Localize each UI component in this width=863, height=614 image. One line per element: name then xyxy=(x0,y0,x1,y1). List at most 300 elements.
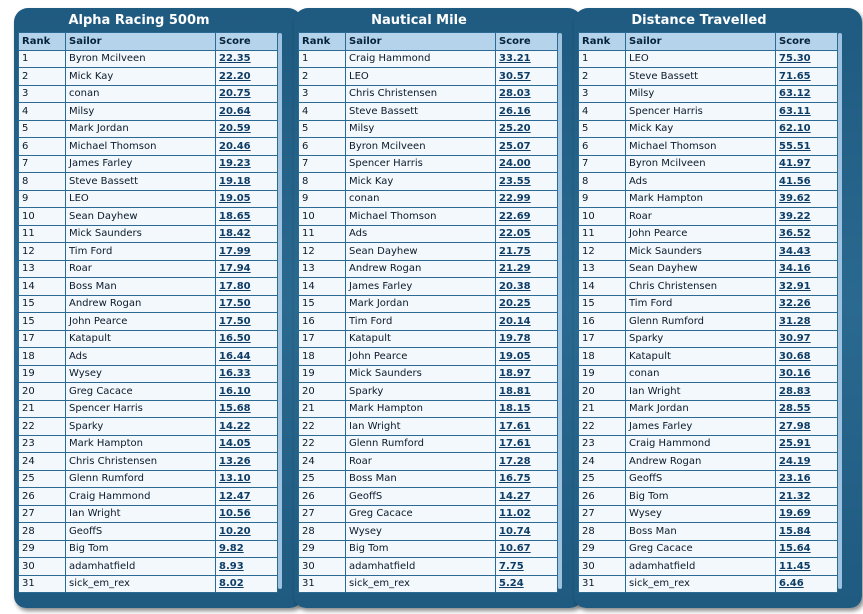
table-row xyxy=(579,418,838,436)
sailor-column-header: Sailor xyxy=(66,33,216,51)
score-link[interactable]: 19.69 xyxy=(776,505,838,523)
sailor-cell: Mick Saunders xyxy=(66,225,216,243)
score-column-header: Score xyxy=(216,33,278,51)
table-row xyxy=(299,120,558,138)
sailor-cell: Wysey xyxy=(626,505,776,523)
rank-cell: 6 xyxy=(579,138,626,156)
score-link[interactable]: 15.84 xyxy=(776,523,838,541)
score-link[interactable]: 5.24 xyxy=(496,575,558,593)
table-row xyxy=(579,575,838,593)
score-column-header: Score xyxy=(496,33,558,51)
rank-cell: 6 xyxy=(19,138,66,156)
rank-cell: 1 xyxy=(299,50,346,68)
score-link[interactable]: 9.82 xyxy=(216,540,278,558)
table-row xyxy=(19,523,278,541)
score-link[interactable]: 62.10 xyxy=(776,120,838,138)
sailor-cell: Boss Man xyxy=(66,278,216,296)
table-row xyxy=(299,313,558,331)
score-link[interactable]: 32.26 xyxy=(776,295,838,313)
sailor-cell: Tim Ford xyxy=(346,313,496,331)
rank-cell: 2 xyxy=(299,68,346,86)
score-link[interactable]: 14.05 xyxy=(216,435,278,453)
rank-cell: 4 xyxy=(579,103,626,121)
sailor-cell: conan xyxy=(626,365,776,383)
score-link[interactable]: 23.16 xyxy=(776,470,838,488)
sailor-cell: Michael Thomson xyxy=(346,208,496,226)
table-row xyxy=(579,225,838,243)
score-link[interactable]: 16.44 xyxy=(216,348,278,366)
table-row xyxy=(19,155,278,173)
score-link[interactable]: 14.22 xyxy=(216,418,278,436)
score-link[interactable]: 18.81 xyxy=(496,383,558,401)
leaderboard-table xyxy=(578,32,838,593)
sailor-cell: Greg Cacace xyxy=(626,540,776,558)
score-link[interactable]: 31.28 xyxy=(776,313,838,331)
score-link[interactable]: 20.38 xyxy=(496,278,558,296)
table-row xyxy=(299,540,558,558)
sailor-cell: James Farley xyxy=(626,418,776,436)
rank-cell: 9 xyxy=(579,190,626,208)
table-row xyxy=(19,365,278,383)
score-link[interactable]: 10.74 xyxy=(496,523,558,541)
sailor-cell: LEO xyxy=(626,50,776,68)
rank-cell: 26 xyxy=(579,488,626,506)
sailor-cell: Tim Ford xyxy=(626,295,776,313)
rank-cell: 27 xyxy=(19,505,66,523)
table-row xyxy=(579,295,838,313)
table-row xyxy=(299,348,558,366)
score-link[interactable]: 30.16 xyxy=(776,365,838,383)
table-row xyxy=(299,295,558,313)
score-link[interactable]: 16.75 xyxy=(496,470,558,488)
rank-cell: 3 xyxy=(19,85,66,103)
table-row xyxy=(299,400,558,418)
table-row xyxy=(299,453,558,471)
score-link[interactable]: 21.29 xyxy=(496,260,558,278)
table-row xyxy=(299,575,558,593)
rank-cell: 20 xyxy=(579,383,626,401)
score-link[interactable]: 71.65 xyxy=(776,68,838,86)
sailor-cell: Ian Wright xyxy=(346,418,496,436)
sailor-cell: Glenn Rumford xyxy=(66,470,216,488)
table-row xyxy=(19,400,278,418)
score-link[interactable]: 30.97 xyxy=(776,330,838,348)
rank-cell: 11 xyxy=(579,225,626,243)
table-row xyxy=(299,523,558,541)
score-link[interactable]: 11.02 xyxy=(496,505,558,523)
score-column-header: Score xyxy=(776,33,838,51)
score-link[interactable]: 28.55 xyxy=(776,400,838,418)
rank-cell: 29 xyxy=(299,540,346,558)
score-link[interactable]: 32.91 xyxy=(776,278,838,296)
table-row xyxy=(579,435,838,453)
sailor-cell: Mark Jordan xyxy=(66,120,216,138)
score-link[interactable]: 11.45 xyxy=(776,558,838,576)
rank-cell: 5 xyxy=(19,120,66,138)
scrollbar[interactable] xyxy=(278,33,282,589)
sailor-cell: Steve Bassett xyxy=(66,173,216,191)
score-link[interactable]: 22.35 xyxy=(216,50,278,68)
score-link[interactable]: 12.47 xyxy=(216,488,278,506)
leaderboard-panel-alpha xyxy=(14,8,302,608)
table-row xyxy=(579,540,838,558)
rank-cell: 28 xyxy=(579,523,626,541)
score-link[interactable]: 25.20 xyxy=(496,120,558,138)
sailor-cell: adamhatfield xyxy=(66,558,216,576)
sailor-cell: Ian Wright xyxy=(626,383,776,401)
table-row xyxy=(19,330,278,348)
rank-column-header: Rank xyxy=(19,33,66,51)
sailor-cell: sick_em_rex xyxy=(626,575,776,593)
score-link[interactable]: 16.33 xyxy=(216,365,278,383)
sailor-cell: Craig Hammond xyxy=(626,435,776,453)
rank-column-header: Rank xyxy=(299,33,346,51)
rank-cell: 13 xyxy=(19,260,66,278)
rank-cell: 29 xyxy=(19,540,66,558)
table-row xyxy=(19,470,278,488)
rank-cell: 4 xyxy=(299,103,346,121)
leaderboard-table xyxy=(298,32,558,593)
score-link[interactable]: 17.61 xyxy=(496,418,558,436)
sailor-cell: Katapult xyxy=(66,330,216,348)
table-row xyxy=(19,348,278,366)
rank-cell: 6 xyxy=(299,138,346,156)
table-row xyxy=(579,190,838,208)
score-link[interactable]: 18.65 xyxy=(216,208,278,226)
scrollbar[interactable] xyxy=(838,33,842,589)
score-link[interactable]: 15.64 xyxy=(776,540,838,558)
rank-cell: 21 xyxy=(299,400,346,418)
table-row xyxy=(19,575,278,593)
score-link[interactable]: 36.52 xyxy=(776,225,838,243)
table-row xyxy=(579,278,838,296)
score-link[interactable]: 21.32 xyxy=(776,488,838,506)
rank-cell: 16 xyxy=(579,313,626,331)
rank-cell: 1 xyxy=(19,50,66,68)
rank-cell: 18 xyxy=(19,348,66,366)
table-row xyxy=(19,435,278,453)
table-row xyxy=(299,68,558,86)
score-link[interactable]: 19.18 xyxy=(216,173,278,191)
sailor-cell: Milsy xyxy=(626,85,776,103)
rank-cell: 14 xyxy=(19,278,66,296)
sailor-cell: Ads xyxy=(66,348,216,366)
score-link[interactable]: 8.93 xyxy=(216,558,278,576)
rank-cell: 13 xyxy=(579,260,626,278)
score-link[interactable]: 39.62 xyxy=(776,190,838,208)
table-row xyxy=(299,330,558,348)
table-row xyxy=(579,348,838,366)
score-link[interactable]: 24.00 xyxy=(496,155,558,173)
table-row xyxy=(19,295,278,313)
rank-cell: 14 xyxy=(299,278,346,296)
table-row xyxy=(579,208,838,226)
score-link[interactable]: 17.61 xyxy=(496,435,558,453)
table-row xyxy=(579,103,838,121)
score-link[interactable]: 25.07 xyxy=(496,138,558,156)
sailor-cell: James Farley xyxy=(66,155,216,173)
score-link[interactable]: 24.19 xyxy=(776,453,838,471)
table-header-row xyxy=(19,33,278,51)
sailor-cell: John Pearce xyxy=(66,313,216,331)
table-row xyxy=(299,85,558,103)
score-link[interactable]: 20.59 xyxy=(216,120,278,138)
rank-cell: 22 xyxy=(299,418,346,436)
sailor-cell: adamhatfield xyxy=(626,558,776,576)
panel-title: Alpha Racing 500m xyxy=(68,13,210,28)
rank-cell: 7 xyxy=(579,155,626,173)
table-row xyxy=(19,103,278,121)
sailor-cell: Chris Christensen xyxy=(66,453,216,471)
sailor-cell: Spencer Harris xyxy=(66,400,216,418)
rank-cell: 30 xyxy=(579,558,626,576)
rank-cell: 11 xyxy=(299,225,346,243)
rank-cell: 8 xyxy=(299,173,346,191)
table-row xyxy=(579,138,838,156)
sailor-cell: sick_em_rex xyxy=(66,575,216,593)
score-link[interactable]: 25.91 xyxy=(776,435,838,453)
score-link[interactable]: 21.75 xyxy=(496,243,558,261)
sailor-cell: Mark Jordan xyxy=(346,295,496,313)
score-link[interactable]: 75.30 xyxy=(776,50,838,68)
score-link[interactable]: 17.50 xyxy=(216,295,278,313)
score-link[interactable]: 30.68 xyxy=(776,348,838,366)
rank-cell: 27 xyxy=(579,505,626,523)
score-link[interactable]: 22.69 xyxy=(496,208,558,226)
score-link[interactable]: 19.78 xyxy=(496,330,558,348)
sailor-cell: Andrew Rogan xyxy=(346,260,496,278)
sailor-cell: sick_em_rex xyxy=(346,575,496,593)
rank-cell: 29 xyxy=(579,540,626,558)
sailor-cell: John Pearce xyxy=(346,348,496,366)
table-row xyxy=(299,225,558,243)
rank-cell: 28 xyxy=(19,523,66,541)
rank-cell: 9 xyxy=(19,190,66,208)
score-link[interactable]: 22.05 xyxy=(496,225,558,243)
score-link[interactable]: 14.27 xyxy=(496,488,558,506)
table-row xyxy=(579,260,838,278)
table-row xyxy=(19,540,278,558)
score-link[interactable]: 20.64 xyxy=(216,103,278,121)
rank-cell: 21 xyxy=(579,400,626,418)
table-row xyxy=(299,243,558,261)
score-link[interactable]: 7.75 xyxy=(496,558,558,576)
sailor-cell: Glenn Rumford xyxy=(626,313,776,331)
score-link[interactable]: 28.03 xyxy=(496,85,558,103)
rank-cell: 13 xyxy=(299,260,346,278)
table-row xyxy=(19,260,278,278)
table-row xyxy=(579,383,838,401)
score-link[interactable]: 28.83 xyxy=(776,383,838,401)
sailor-cell: Andrew Rogan xyxy=(626,453,776,471)
rank-cell: 20 xyxy=(19,383,66,401)
sailor-cell: Byron Mcilveen xyxy=(346,138,496,156)
score-link[interactable]: 23.55 xyxy=(496,173,558,191)
score-link[interactable]: 10.56 xyxy=(216,505,278,523)
table-row xyxy=(299,260,558,278)
score-link[interactable]: 6.46 xyxy=(776,575,838,593)
sailor-cell: Katapult xyxy=(626,348,776,366)
score-link[interactable]: 17.80 xyxy=(216,278,278,296)
rank-cell: 17 xyxy=(19,330,66,348)
rank-cell: 5 xyxy=(579,120,626,138)
sailor-cell: Mark Jordan xyxy=(626,400,776,418)
score-link[interactable]: 16.50 xyxy=(216,330,278,348)
sailor-cell: Sean Dayhew xyxy=(66,208,216,226)
table-row xyxy=(19,418,278,436)
table-row xyxy=(299,155,558,173)
table-row xyxy=(19,278,278,296)
rank-cell: 23 xyxy=(19,435,66,453)
sailor-cell: Boss Man xyxy=(346,470,496,488)
score-link[interactable]: 63.11 xyxy=(776,103,838,121)
score-link[interactable]: 15.68 xyxy=(216,400,278,418)
rank-cell: 17 xyxy=(579,330,626,348)
rank-cell: 22 xyxy=(579,418,626,436)
sailor-cell: Glenn Rumford xyxy=(346,435,496,453)
table-row xyxy=(299,50,558,68)
score-link[interactable]: 34.16 xyxy=(776,260,838,278)
leaderboard-panel-distance xyxy=(574,8,862,608)
score-link[interactable]: 17.50 xyxy=(216,313,278,331)
sailor-cell: Andrew Rogan xyxy=(66,295,216,313)
score-link[interactable]: 33.21 xyxy=(496,50,558,68)
sailor-cell: Wysey xyxy=(346,523,496,541)
rank-cell: 19 xyxy=(299,365,346,383)
score-link[interactable]: 19.05 xyxy=(496,348,558,366)
rank-cell: 19 xyxy=(19,365,66,383)
sailor-cell: Craig Hammond xyxy=(346,50,496,68)
table-row xyxy=(299,505,558,523)
table-row xyxy=(579,243,838,261)
sailor-cell: Ian Wright xyxy=(66,505,216,523)
rank-cell: 12 xyxy=(299,243,346,261)
rank-cell: 30 xyxy=(299,558,346,576)
sailor-cell: LEO xyxy=(66,190,216,208)
score-link[interactable]: 16.10 xyxy=(216,383,278,401)
rank-cell: 30 xyxy=(19,558,66,576)
sailor-cell: Sean Dayhew xyxy=(346,243,496,261)
score-link[interactable]: 8.02 xyxy=(216,575,278,593)
sailor-cell: James Farley xyxy=(346,278,496,296)
sailor-cell: Ads xyxy=(626,173,776,191)
table-row xyxy=(299,383,558,401)
sailor-column-header: Sailor xyxy=(626,33,776,51)
scrollbar[interactable] xyxy=(558,33,562,589)
rank-cell: 12 xyxy=(579,243,626,261)
table-row xyxy=(19,558,278,576)
rank-cell: 25 xyxy=(299,470,346,488)
sailor-cell: Mick Saunders xyxy=(346,365,496,383)
table-row xyxy=(19,243,278,261)
sailor-cell: Byron Mcilveen xyxy=(626,155,776,173)
score-link[interactable]: 20.14 xyxy=(496,313,558,331)
score-link[interactable]: 22.99 xyxy=(496,190,558,208)
rank-cell: 4 xyxy=(19,103,66,121)
score-link[interactable]: 55.51 xyxy=(776,138,838,156)
rank-cell: 25 xyxy=(579,470,626,488)
sailor-cell: conan xyxy=(66,85,216,103)
score-link[interactable]: 13.10 xyxy=(216,470,278,488)
rank-cell: 24 xyxy=(299,453,346,471)
sailor-cell: Sean Dayhew xyxy=(626,260,776,278)
sailor-cell: Michael Thomson xyxy=(626,138,776,156)
score-link[interactable]: 18.42 xyxy=(216,225,278,243)
score-link[interactable]: 20.75 xyxy=(216,85,278,103)
score-link[interactable]: 18.15 xyxy=(496,400,558,418)
panel-title: Nautical Mile xyxy=(371,13,467,28)
sailor-cell: Roar xyxy=(66,260,216,278)
sailor-column-header: Sailor xyxy=(346,33,496,51)
table-row xyxy=(299,435,558,453)
sailor-cell: John Pearce xyxy=(626,225,776,243)
table-header-row xyxy=(579,33,838,51)
score-link[interactable]: 30.57 xyxy=(496,68,558,86)
rank-cell: 24 xyxy=(579,453,626,471)
rank-cell: 21 xyxy=(19,400,66,418)
sailor-cell: Ads xyxy=(346,225,496,243)
score-link[interactable]: 39.22 xyxy=(776,208,838,226)
table-row xyxy=(579,523,838,541)
rank-cell: 14 xyxy=(579,278,626,296)
table-row xyxy=(579,313,838,331)
sailor-cell: Tim Ford xyxy=(66,243,216,261)
rank-cell: 26 xyxy=(299,488,346,506)
score-link[interactable]: 10.67 xyxy=(496,540,558,558)
rank-cell: 10 xyxy=(19,208,66,226)
score-link[interactable]: 17.99 xyxy=(216,243,278,261)
table-row xyxy=(19,85,278,103)
sailor-cell: Mark Hampton xyxy=(346,400,496,418)
sailor-cell: Spencer Harris xyxy=(626,103,776,121)
sailor-cell: Craig Hammond xyxy=(66,488,216,506)
table-row xyxy=(299,138,558,156)
rank-cell: 15 xyxy=(579,295,626,313)
table-row xyxy=(19,120,278,138)
table-row xyxy=(19,383,278,401)
sailor-cell: Mark Hampton xyxy=(626,190,776,208)
rank-cell: 19 xyxy=(579,365,626,383)
table-row xyxy=(19,173,278,191)
score-link[interactable]: 10.20 xyxy=(216,523,278,541)
score-link[interactable]: 63.12 xyxy=(776,85,838,103)
score-link[interactable]: 27.98 xyxy=(776,418,838,436)
sailor-cell: Big Tom xyxy=(346,540,496,558)
score-link[interactable]: 22.20 xyxy=(216,68,278,86)
score-link[interactable]: 17.28 xyxy=(496,453,558,471)
table-row xyxy=(579,50,838,68)
score-link[interactable]: 13.26 xyxy=(216,453,278,471)
score-link[interactable]: 19.23 xyxy=(216,155,278,173)
sailor-cell: Roar xyxy=(626,208,776,226)
score-link[interactable]: 41.97 xyxy=(776,155,838,173)
score-link[interactable]: 17.94 xyxy=(216,260,278,278)
sailor-cell: Boss Man xyxy=(626,523,776,541)
score-link[interactable]: 18.97 xyxy=(496,365,558,383)
score-link[interactable]: 20.25 xyxy=(496,295,558,313)
score-link[interactable]: 19.05 xyxy=(216,190,278,208)
sailor-cell: Sparky xyxy=(626,330,776,348)
score-link[interactable]: 41.56 xyxy=(776,173,838,191)
sailor-cell: Steve Bassett xyxy=(346,103,496,121)
score-link[interactable]: 20.46 xyxy=(216,138,278,156)
table-row xyxy=(579,173,838,191)
score-link[interactable]: 34.43 xyxy=(776,243,838,261)
score-link[interactable]: 26.16 xyxy=(496,103,558,121)
sailor-cell: GeoffS xyxy=(66,523,216,541)
table-row xyxy=(19,138,278,156)
table-row xyxy=(299,470,558,488)
